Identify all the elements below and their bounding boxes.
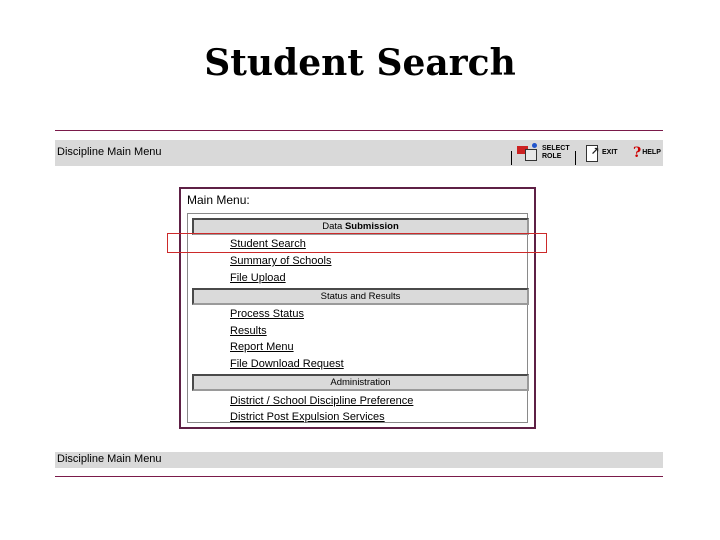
menu-link-student-search[interactable]: Student Search bbox=[230, 238, 306, 250]
help-icon: ? bbox=[633, 145, 642, 161]
section-header-data-submission: Data Submission bbox=[192, 218, 529, 235]
select-role-button[interactable] bbox=[517, 140, 570, 166]
menu-link-discipline-preference[interactable]: District / School Discipline Preference bbox=[230, 395, 414, 407]
select-role-icon bbox=[517, 143, 539, 163]
footer-title: Discipline Main Menu bbox=[57, 453, 162, 465]
menu-link-file-download-request[interactable]: File Download Request bbox=[230, 358, 344, 370]
help-label: HELP bbox=[642, 149, 661, 156]
nav-separator bbox=[575, 151, 576, 165]
exit-icon: ↗ bbox=[585, 144, 599, 162]
bottom-nav-bar bbox=[55, 452, 663, 468]
menu-frame bbox=[187, 213, 528, 423]
menu-link-post-expulsion-services[interactable]: District Post Expulsion Services bbox=[230, 411, 385, 423]
exit-label: EXIT bbox=[602, 149, 618, 156]
menu-link-results[interactable]: Results bbox=[230, 325, 267, 337]
section-header-status-results: Status and Results bbox=[192, 288, 529, 305]
menu-link-report-menu[interactable]: Report Menu bbox=[230, 341, 294, 353]
menu-link-summary-of-schools[interactable]: Summary of Schools bbox=[230, 255, 332, 267]
select-role-label: SELECT ROLE bbox=[542, 145, 570, 160]
top-nav-bar bbox=[55, 140, 663, 166]
bottom-divider bbox=[55, 476, 663, 477]
slide-title: Student Search bbox=[204, 42, 516, 84]
exit-button[interactable] bbox=[585, 140, 618, 166]
top-divider bbox=[55, 130, 663, 131]
menu-link-process-status[interactable]: Process Status bbox=[230, 308, 304, 320]
nav-separator bbox=[511, 151, 512, 165]
help-button[interactable] bbox=[633, 140, 661, 166]
nav-title: Discipline Main Menu bbox=[57, 146, 162, 158]
panel-title: Main Menu: bbox=[187, 193, 250, 207]
main-menu-panel bbox=[179, 187, 536, 429]
menu-link-file-upload[interactable]: File Upload bbox=[230, 272, 286, 284]
section-header-administration: Administration bbox=[192, 374, 529, 391]
